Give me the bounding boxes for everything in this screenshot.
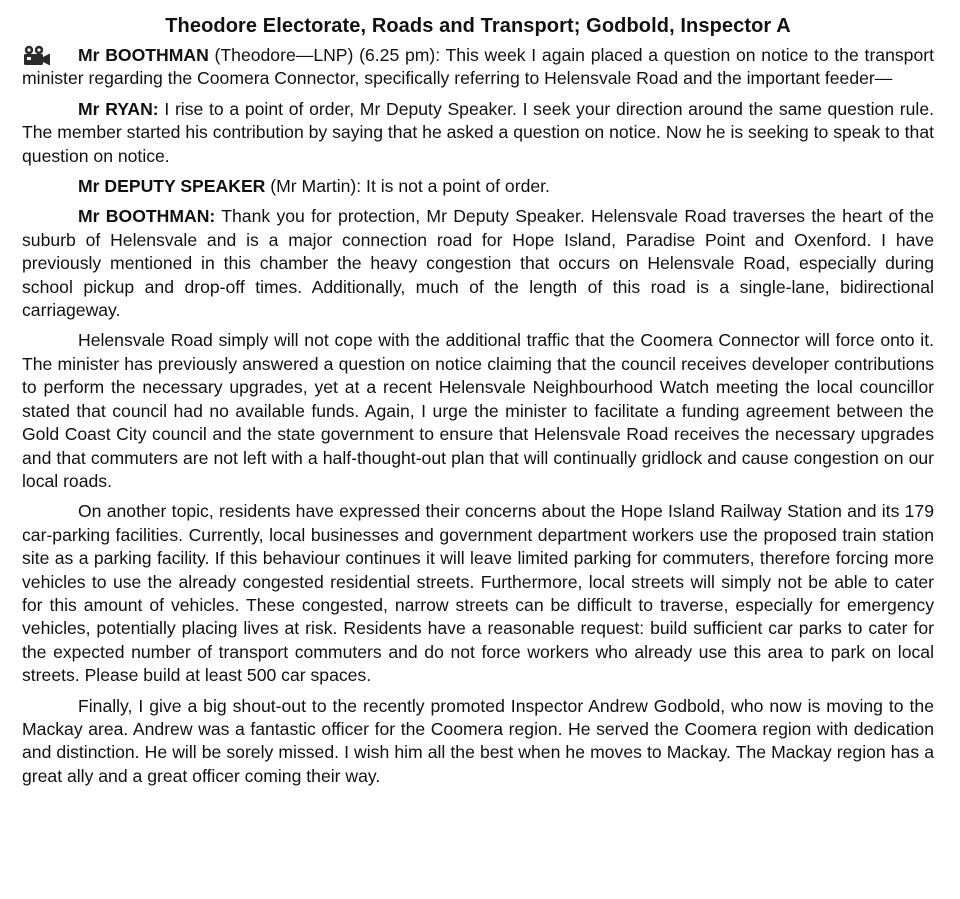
paragraph-text: Finally, I give a big shout-out to the recently promoted Inspector Andrew Godbold, who now is moving to the Mackay area. Andrew was a fantastic officer for the Coomera region. He served the Coomera region with dedication and distinction. He will be sorely missed. I wish him all the best when he moves to Mackay. The Mackay region has a great ally and a great officer coming their way. <box>22 695 934 786</box>
speaker-name: Mr BOOTHMAN: <box>78 206 216 227</box>
speaker-name: Mr DEPUTY SPEAKER <box>78 176 266 197</box>
paragraph-text: On another topic, residents have expressed their concerns about the Hope Island Railway Station and its 179 car-parking facilities. Currently, local businesses and government department workers use the proposed train station site as a parking facility. If this behaviour continues it will leave limited parking for commuters, therefore forcing more vehicles to use the already congested residential streets. Furthermore, local streets will simply not be able to cater for this amount of vehicles. These congested, narrow streets can be difficult to traverse, especially for emergency vehicles, potentially placing lives at risk. Residents have a reasonable request: build sufficient car parks to cater for the expected number of transport commuters and do not force workers who already use this area to park on local streets. Please build at least 500 car spaces. <box>22 501 934 686</box>
video-camera-icon[interactable] <box>22 45 52 67</box>
paragraph-deputy-speaker-ruling <box>22 175 934 198</box>
paragraph-boothman-intro <box>22 44 934 91</box>
paragraph-hope-island-parking <box>22 500 934 687</box>
paragraph-text: Thank you for protection, Mr Deputy Speaker. Helensvale Road traverses the heart of the suburb of Helensvale and is a major connection road for Hope Island, Paradise Point and Oxenford. I have previously mentioned in this chamber the heavy congestion that occurs on Helensvale Road, especially during school pickup and drop-off times. Additionally, much of the length of this road is a single-lane, bidirectional carriageway. <box>22 206 934 321</box>
speaker-name: Mr BOOTHMAN <box>78 45 209 65</box>
paragraph-text: (Theodore—LNP) (6.25 pm): This week I again placed a question on notice to the transport minister regarding the Coomera Connector, specifically referring to Helensvale Road and the important feeder— <box>22 45 934 89</box>
paragraph-text: (Mr Martin): It is not a point of order. <box>265 176 550 197</box>
paragraph-coomera-connector-funding <box>22 329 934 493</box>
paragraph-text: Helensvale Road simply will not cope with the additional traffic that the Coomera Connector will force onto it. The minister has previously answered a question on notice claiming that the council receives developer contributions to perform the necessary upgrades, yet at a recent Helensvale Neighbourhood Watch meeting the local councillor stated that council had no available funds. Again, I urge the minister to facilitate a funding agreement between the Gold Coast City council and the state government to ensure that Helensvale Road receives the necessary upgrades and that commuters are not left with a half-thought-out plan that will continually gridlock and cause congestion on our local roads. <box>22 330 934 491</box>
paragraph-text: I rise to a point of order, Mr Deputy Speaker. I seek your direction around the same question rule. The member started his contribution by saying that he asked a question on notice. Now he is seeking to speak to that question on notice. <box>22 98 934 166</box>
paragraph-ryan-point-of-order <box>22 98 934 168</box>
paragraph-boothman-helensvale-road <box>22 205 934 322</box>
document-title: Theodore Electorate, Roads and Transport; Godbold, Inspector A <box>165 15 791 37</box>
speaker-name: Mr RYAN: <box>78 98 159 119</box>
paragraph-inspector-godbold <box>22 695 934 789</box>
